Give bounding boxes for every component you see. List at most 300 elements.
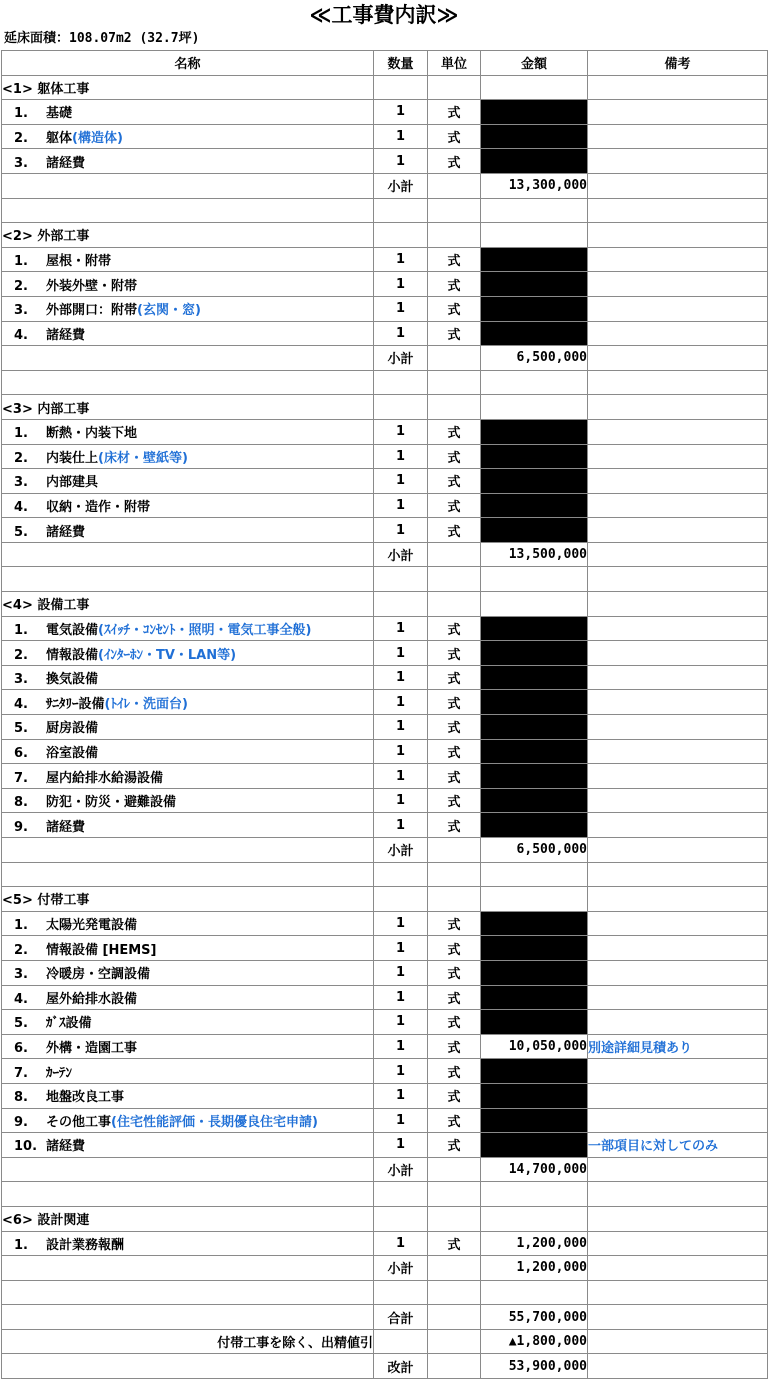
line-item-row xyxy=(2,1108,768,1133)
estimate-table-body xyxy=(2,51,768,1379)
line-item-row xyxy=(2,616,768,641)
item-amount-redacted xyxy=(481,715,588,740)
item-name: 屋内給排水給湯設備 xyxy=(46,770,164,786)
empty-cell xyxy=(374,75,428,100)
blank-row xyxy=(2,1280,768,1305)
item-name-cell xyxy=(2,444,374,469)
item-name-cell xyxy=(2,690,374,715)
item-name: 諸経費 xyxy=(46,524,86,540)
item-quantity: 1 xyxy=(374,1034,428,1059)
item-name: 設計業務報酬 xyxy=(46,1237,125,1253)
empty-cell xyxy=(481,395,588,420)
empty-cell xyxy=(588,173,768,198)
empty-cell xyxy=(481,567,588,592)
subtotal-label: 小計 xyxy=(374,838,428,863)
header-name: 名称 xyxy=(2,51,374,76)
line-item-row xyxy=(2,444,768,469)
item-remarks xyxy=(588,296,768,321)
blank-row xyxy=(2,198,768,223)
item-name-cell xyxy=(2,715,374,740)
empty-cell xyxy=(428,198,481,223)
empty-cell xyxy=(428,75,481,100)
item-name-cell xyxy=(2,911,374,936)
item-remarks xyxy=(588,690,768,715)
section-title: <2> 外部工事 xyxy=(2,223,374,248)
total-amount: 55,700,000 xyxy=(481,1305,588,1330)
item-unit: 式 xyxy=(428,321,481,346)
line-item-row xyxy=(2,1133,768,1158)
item-index: 1. xyxy=(14,106,28,122)
empty-cell xyxy=(588,1354,768,1379)
item-index: 1. xyxy=(14,1237,28,1253)
item-remarks: 別途詳細見積あり xyxy=(588,1034,768,1059)
line-item-row xyxy=(2,1010,768,1035)
subtotal-row xyxy=(2,346,768,371)
item-index: 1. xyxy=(14,622,28,638)
line-item-row xyxy=(2,419,768,444)
blank-row xyxy=(2,862,768,887)
item-name-cell xyxy=(2,1034,374,1059)
section-title-row xyxy=(2,395,768,420)
item-name: 諸経費 xyxy=(46,819,86,835)
item-name: 太陽光発電設備 xyxy=(46,918,138,934)
item-quantity: 1 xyxy=(374,321,428,346)
empty-cell xyxy=(374,198,428,223)
item-note: (ﾄｲﾚ・洗面台) xyxy=(104,696,188,712)
item-name-cell xyxy=(2,1231,374,1256)
line-item-row xyxy=(2,764,768,789)
empty-cell xyxy=(428,567,481,592)
item-unit: 式 xyxy=(428,296,481,321)
item-name-cell xyxy=(2,936,374,961)
line-item-row xyxy=(2,100,768,125)
item-index: 3. xyxy=(14,475,28,491)
line-item-row xyxy=(2,1083,768,1108)
empty-cell xyxy=(374,1182,428,1207)
item-index: 3. xyxy=(14,967,28,983)
header-remarks: 備考 xyxy=(588,51,768,76)
empty-cell xyxy=(374,567,428,592)
item-remarks xyxy=(588,247,768,272)
empty-cell xyxy=(2,838,374,863)
empty-cell xyxy=(374,1329,428,1354)
item-note: (ｽｲｯﾁ・ｺﾝｾﾝﾄ・照明・電気工事全般) xyxy=(98,622,312,638)
item-note: (床材・壁紙等) xyxy=(98,450,188,466)
item-name-cell xyxy=(2,641,374,666)
section-title: <6> 設計関連 xyxy=(2,1206,374,1231)
empty-cell xyxy=(428,592,481,617)
item-name: 浴室設備 xyxy=(46,745,99,761)
item-quantity: 1 xyxy=(374,1059,428,1084)
item-name: 外構・造園工事 xyxy=(46,1041,138,1057)
section-title-row xyxy=(2,887,768,912)
item-quantity: 1 xyxy=(374,149,428,174)
empty-cell xyxy=(588,1305,768,1330)
item-unit: 式 xyxy=(428,960,481,985)
item-remarks xyxy=(588,493,768,518)
item-quantity: 1 xyxy=(374,444,428,469)
item-index: 2. xyxy=(14,942,28,958)
revised-total-amount: 53,900,000 xyxy=(481,1354,588,1379)
empty-cell xyxy=(2,1280,374,1305)
item-amount-redacted xyxy=(481,296,588,321)
item-unit: 式 xyxy=(428,985,481,1010)
item-quantity: 1 xyxy=(374,960,428,985)
empty-cell xyxy=(588,838,768,863)
item-remarks xyxy=(588,1083,768,1108)
empty-cell xyxy=(588,542,768,567)
item-remarks xyxy=(588,321,768,346)
item-remarks xyxy=(588,149,768,174)
item-remarks xyxy=(588,616,768,641)
item-name-cell xyxy=(2,1108,374,1133)
item-remarks xyxy=(588,419,768,444)
item-remarks xyxy=(588,272,768,297)
item-amount-redacted xyxy=(481,1108,588,1133)
empty-cell xyxy=(481,1182,588,1207)
item-amount: 10,050,000 xyxy=(481,1034,588,1059)
empty-cell xyxy=(481,862,588,887)
empty-cell xyxy=(428,887,481,912)
item-name: 屋外給排水設備 xyxy=(46,991,138,1007)
subtotal-amount: 13,300,000 xyxy=(481,173,588,198)
item-quantity: 1 xyxy=(374,272,428,297)
item-name-cell xyxy=(2,985,374,1010)
item-quantity: 1 xyxy=(374,1133,428,1158)
item-remarks: 一部項目に対してのみ xyxy=(588,1133,768,1158)
empty-cell xyxy=(2,1256,374,1281)
line-item-row xyxy=(2,272,768,297)
item-name: 換気設備 xyxy=(46,672,99,688)
empty-cell xyxy=(2,862,374,887)
item-index: 2. xyxy=(14,131,28,147)
empty-cell xyxy=(428,838,481,863)
item-name: 諸経費 xyxy=(46,1139,86,1155)
item-remarks xyxy=(588,1108,768,1133)
item-quantity: 1 xyxy=(374,1083,428,1108)
empty-cell xyxy=(481,1280,588,1305)
empty-cell xyxy=(2,198,374,223)
empty-cell xyxy=(428,1305,481,1330)
empty-cell xyxy=(588,75,768,100)
empty-cell xyxy=(588,1206,768,1231)
item-name: 躯体 xyxy=(46,131,73,147)
item-unit: 式 xyxy=(428,124,481,149)
empty-cell xyxy=(481,75,588,100)
item-name: 諸経費 xyxy=(46,155,86,171)
line-item-row xyxy=(2,911,768,936)
item-unit: 式 xyxy=(428,936,481,961)
line-item-row xyxy=(2,813,768,838)
item-name-cell xyxy=(2,493,374,518)
empty-cell xyxy=(428,346,481,371)
item-remarks xyxy=(588,641,768,666)
item-name: 屋根・附帯 xyxy=(46,254,112,270)
item-amount-redacted xyxy=(481,690,588,715)
empty-cell xyxy=(588,1256,768,1281)
item-index: 3. xyxy=(14,155,28,171)
item-quantity: 1 xyxy=(374,124,428,149)
item-index: 5. xyxy=(14,721,28,737)
item-quantity: 1 xyxy=(374,764,428,789)
item-amount-redacted xyxy=(481,149,588,174)
item-quantity: 1 xyxy=(374,641,428,666)
item-index: 7. xyxy=(14,1065,28,1081)
item-note: (構造体) xyxy=(72,131,123,147)
empty-cell xyxy=(428,395,481,420)
item-note: (ｲﾝﾀｰﾎﾝ・TV・LAN等) xyxy=(98,647,237,663)
subtotal-label: 小計 xyxy=(374,346,428,371)
item-index: 3. xyxy=(14,303,28,319)
empty-cell xyxy=(2,567,374,592)
empty-cell xyxy=(588,862,768,887)
item-name: その他工事 xyxy=(46,1114,112,1130)
empty-cell xyxy=(588,1157,768,1182)
item-unit: 式 xyxy=(428,715,481,740)
empty-cell xyxy=(428,542,481,567)
empty-cell xyxy=(588,1280,768,1305)
item-remarks xyxy=(588,911,768,936)
empty-cell xyxy=(2,1305,374,1330)
item-name-cell xyxy=(2,788,374,813)
item-unit: 式 xyxy=(428,641,481,666)
empty-cell xyxy=(2,1354,374,1379)
item-quantity: 1 xyxy=(374,690,428,715)
line-item-row xyxy=(2,321,768,346)
subtotal-label: 小計 xyxy=(374,1256,428,1281)
item-name-cell xyxy=(2,616,374,641)
item-amount-redacted xyxy=(481,444,588,469)
subtotal-amount: 1,200,000 xyxy=(481,1256,588,1281)
item-name: 電気設備 xyxy=(46,622,99,638)
item-unit: 式 xyxy=(428,1083,481,1108)
empty-cell xyxy=(374,223,428,248)
line-item-row xyxy=(2,493,768,518)
item-index: 10. xyxy=(14,1139,38,1155)
item-amount-redacted xyxy=(481,764,588,789)
item-amount-redacted xyxy=(481,936,588,961)
line-item-row xyxy=(2,936,768,961)
item-quantity: 1 xyxy=(374,936,428,961)
item-name-cell xyxy=(2,1010,374,1035)
subtotal-amount: 6,500,000 xyxy=(481,346,588,371)
item-quantity: 1 xyxy=(374,469,428,494)
item-name-cell xyxy=(2,469,374,494)
item-unit: 式 xyxy=(428,469,481,494)
empty-cell xyxy=(428,862,481,887)
empty-cell xyxy=(428,1157,481,1182)
empty-cell xyxy=(481,592,588,617)
item-amount-redacted xyxy=(481,665,588,690)
item-remarks xyxy=(588,518,768,543)
item-name: 情報設備 [HEMS] xyxy=(46,942,157,958)
item-remarks xyxy=(588,739,768,764)
item-name: 諸経費 xyxy=(46,327,86,343)
item-amount-redacted xyxy=(481,493,588,518)
item-index: 8. xyxy=(14,795,28,811)
revised-total-label: 改計 xyxy=(374,1354,428,1379)
item-remarks xyxy=(588,1231,768,1256)
item-unit: 式 xyxy=(428,764,481,789)
line-item-row xyxy=(2,1059,768,1084)
item-amount-redacted xyxy=(481,518,588,543)
item-name-cell xyxy=(2,1083,374,1108)
item-quantity: 1 xyxy=(374,419,428,444)
item-index: 4. xyxy=(14,499,28,515)
section-title-row xyxy=(2,223,768,248)
item-name-cell xyxy=(2,321,374,346)
item-remarks xyxy=(588,936,768,961)
empty-cell xyxy=(2,542,374,567)
line-item-row xyxy=(2,1034,768,1059)
item-remarks xyxy=(588,813,768,838)
item-index: 2. xyxy=(14,647,28,663)
item-note: (住宅性能評価・長期優良住宅申請) xyxy=(111,1114,318,1130)
item-name-cell xyxy=(2,764,374,789)
item-index: 9. xyxy=(14,819,28,835)
item-name-cell xyxy=(2,149,374,174)
empty-cell xyxy=(428,1256,481,1281)
line-item-row xyxy=(2,518,768,543)
item-name: ｻﾆﾀﾘｰ設備 xyxy=(46,696,105,712)
item-remarks xyxy=(588,124,768,149)
item-quantity: 1 xyxy=(374,911,428,936)
item-index: 5. xyxy=(14,1016,28,1032)
line-item-row xyxy=(2,124,768,149)
empty-cell xyxy=(588,395,768,420)
empty-cell xyxy=(428,370,481,395)
item-name-cell xyxy=(2,518,374,543)
item-remarks xyxy=(588,788,768,813)
item-amount-redacted xyxy=(481,1010,588,1035)
item-quantity: 1 xyxy=(374,296,428,321)
item-amount: 1,200,000 xyxy=(481,1231,588,1256)
line-item-row xyxy=(2,665,768,690)
item-index: 7. xyxy=(14,770,28,786)
item-unit: 式 xyxy=(428,247,481,272)
item-amount-redacted xyxy=(481,1083,588,1108)
item-remarks xyxy=(588,764,768,789)
item-amount-redacted xyxy=(481,100,588,125)
item-quantity: 1 xyxy=(374,715,428,740)
empty-cell xyxy=(588,223,768,248)
empty-cell xyxy=(588,346,768,371)
estimate-table xyxy=(1,50,768,1379)
empty-cell xyxy=(374,370,428,395)
item-name-cell xyxy=(2,124,374,149)
empty-cell xyxy=(481,370,588,395)
item-name-cell xyxy=(2,1133,374,1158)
item-index: 9. xyxy=(14,1114,28,1130)
item-unit: 式 xyxy=(428,272,481,297)
empty-cell xyxy=(2,1182,374,1207)
item-unit: 式 xyxy=(428,690,481,715)
item-unit: 式 xyxy=(428,739,481,764)
header-row xyxy=(2,51,768,76)
item-quantity: 1 xyxy=(374,1108,428,1133)
empty-cell xyxy=(2,1157,374,1182)
item-name: 外装外壁・附帯 xyxy=(46,278,138,294)
item-name: ｶﾞｽ設備 xyxy=(46,1016,92,1032)
empty-cell xyxy=(374,1206,428,1231)
item-remarks xyxy=(588,469,768,494)
item-amount-redacted xyxy=(481,788,588,813)
line-item-row xyxy=(2,739,768,764)
item-quantity: 1 xyxy=(374,493,428,518)
subtotal-row xyxy=(2,1256,768,1281)
item-quantity: 1 xyxy=(374,813,428,838)
item-unit: 式 xyxy=(428,149,481,174)
item-name-cell xyxy=(2,739,374,764)
subtotal-label: 小計 xyxy=(374,173,428,198)
line-item-row xyxy=(2,690,768,715)
discount-row xyxy=(2,1329,768,1354)
item-unit: 式 xyxy=(428,100,481,125)
item-unit: 式 xyxy=(428,616,481,641)
item-index: 4. xyxy=(14,327,28,343)
item-name: 情報設備 xyxy=(46,647,99,663)
item-name-cell xyxy=(2,272,374,297)
empty-cell xyxy=(428,1329,481,1354)
empty-cell xyxy=(588,567,768,592)
empty-cell xyxy=(374,887,428,912)
item-amount-redacted xyxy=(481,985,588,1010)
line-item-row xyxy=(2,469,768,494)
item-name: 収納・造作・附帯 xyxy=(46,499,151,515)
total-row xyxy=(2,1305,768,1330)
line-item-row xyxy=(2,641,768,666)
subtotal-amount: 14,700,000 xyxy=(481,1157,588,1182)
empty-cell xyxy=(481,887,588,912)
item-quantity: 1 xyxy=(374,985,428,1010)
empty-cell xyxy=(588,198,768,223)
item-unit: 式 xyxy=(428,493,481,518)
subtotal-row xyxy=(2,838,768,863)
page-title: ≪工事費内訳≫ xyxy=(309,3,459,27)
line-item-row xyxy=(2,1231,768,1256)
section-title: <1> 躯体工事 xyxy=(2,75,374,100)
section-title-row xyxy=(2,592,768,617)
item-name: 基礎 xyxy=(46,106,73,122)
empty-cell xyxy=(428,223,481,248)
section-title: <5> 付帯工事 xyxy=(2,887,374,912)
line-item-row xyxy=(2,985,768,1010)
item-unit: 式 xyxy=(428,813,481,838)
subtotal-row xyxy=(2,542,768,567)
item-index: 2. xyxy=(14,278,28,294)
item-quantity: 1 xyxy=(374,1231,428,1256)
item-unit: 式 xyxy=(428,1108,481,1133)
line-item-row xyxy=(2,149,768,174)
item-name: 厨房設備 xyxy=(46,721,99,737)
item-quantity: 1 xyxy=(374,788,428,813)
subtotal-row xyxy=(2,173,768,198)
item-index: 6. xyxy=(14,1041,28,1057)
item-quantity: 1 xyxy=(374,1010,428,1035)
empty-cell xyxy=(481,223,588,248)
header-qty: 数量 xyxy=(374,51,428,76)
subtotal-amount: 6,500,000 xyxy=(481,838,588,863)
empty-cell xyxy=(428,1206,481,1231)
line-item-row xyxy=(2,960,768,985)
item-index: 6. xyxy=(14,745,28,761)
header-unit: 単位 xyxy=(428,51,481,76)
item-index: 1. xyxy=(14,918,28,934)
blank-row xyxy=(2,370,768,395)
item-amount-redacted xyxy=(481,813,588,838)
item-name: 外部開口：附帯 xyxy=(46,303,138,319)
item-quantity: 1 xyxy=(374,100,428,125)
